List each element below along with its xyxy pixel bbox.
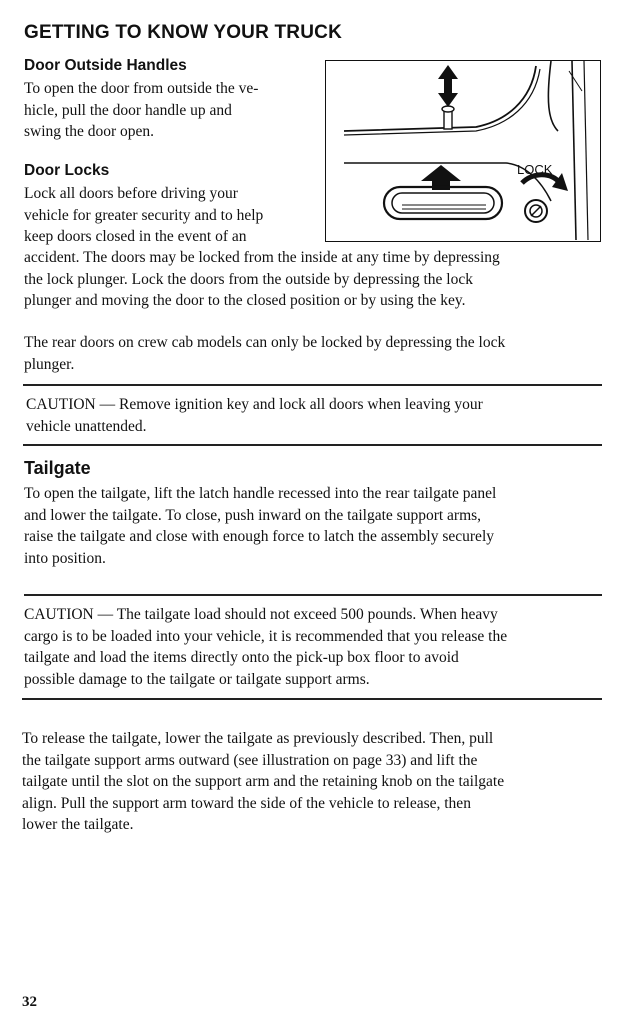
door-edge-line (584, 61, 588, 240)
text-line: possible damage to the tailgate or tailgate support arms. (24, 670, 370, 688)
text-line: tailgate until the slot on the support arm and the retaining knob on the tailgate (22, 773, 505, 790)
caution-ignition-paragraph (26, 394, 606, 437)
text-line: plunger and moving the door to the closed position or by using the key. (24, 292, 466, 309)
door-handles-heading: Door Outside Handles (24, 57, 187, 74)
door-handle-illustration (325, 60, 601, 242)
door-locks-paragraph-narrow (24, 183, 324, 248)
tailgate-heading: Tailgate (24, 458, 91, 478)
release-tailgate-paragraph (22, 728, 607, 836)
door-locks-paragraph-wide (24, 247, 604, 312)
key-cylinder-icon (525, 200, 547, 222)
text-line: The rear doors on crew cab models can only be locked by depressing the lock (24, 334, 506, 351)
text-line: the lock plunger. Lock the doors from the outside by depressing the lock (24, 270, 473, 288)
text-line: accident. The doors may be locked from the inside at any time by depressing (24, 249, 500, 266)
text-line: lower the tailgate. (22, 816, 134, 833)
text-line: CAUTION — Remove ignition key and lock all doors when leaving your (26, 396, 483, 413)
text-line: keep doors closed in the event of an (24, 228, 247, 245)
text-line: swing the door open. (24, 123, 155, 140)
text-line: hicle, pull the door handle up and (24, 101, 232, 119)
door-locks-heading: Door Locks (24, 162, 110, 179)
divider (22, 698, 602, 700)
text-line: To open the door from outside the ve- (24, 80, 259, 97)
text-line: raise the tailgate and close with enough force to latch the assembly securely (24, 528, 494, 545)
divider (24, 594, 602, 596)
tailgate-paragraph (24, 483, 609, 569)
text-line: vehicle for greater security and to help (24, 206, 264, 224)
text-line: cargo is to be loaded into your vehicle, it is recommended that you release the (24, 627, 508, 645)
text-line: To open the tailgate, lift the latch handle recessed into the rear tailgate panel (24, 485, 497, 502)
text-line: the tailgate support arms outward (see illustration on page 33) and lift the (22, 751, 478, 769)
text-line: align. Pull the support arm toward the side of the vehicle to release, then (22, 794, 471, 812)
text-line: and lower the tailgate. To close, push inward on the tailgate support arms, (24, 506, 482, 524)
up-down-arrow-icon (438, 65, 458, 107)
door-edge-line (572, 61, 576, 240)
divider (23, 444, 602, 446)
text-line: plunger. (24, 355, 75, 373)
door-frame-line (548, 61, 558, 131)
page-number: 32 (22, 994, 37, 1010)
text-line: vehicle unattended. (26, 417, 147, 435)
door-handle-drawing (326, 61, 599, 240)
door-handles-paragraph (24, 78, 324, 143)
text-line: into position. (24, 549, 106, 567)
text-line: To release the tailgate, lower the tailgate as previously described. Then, pull (22, 730, 494, 747)
text-line: Lock all doors before driving your (24, 185, 238, 202)
text-line: tailgate and load the items directly onto the pick-up box floor to avoid (24, 649, 459, 666)
window-line (344, 66, 536, 131)
lock-label: LOCK (517, 162, 553, 177)
rear-doors-paragraph (24, 332, 604, 375)
door-handle (384, 187, 502, 219)
text-line: CAUTION — The tailgate load should not exceed 500 pounds. When heavy (24, 606, 498, 623)
divider (23, 384, 602, 386)
caution-tailgate-load-paragraph (24, 604, 609, 690)
section-title: GETTING TO KNOW YOUR TRUCK (24, 22, 342, 43)
